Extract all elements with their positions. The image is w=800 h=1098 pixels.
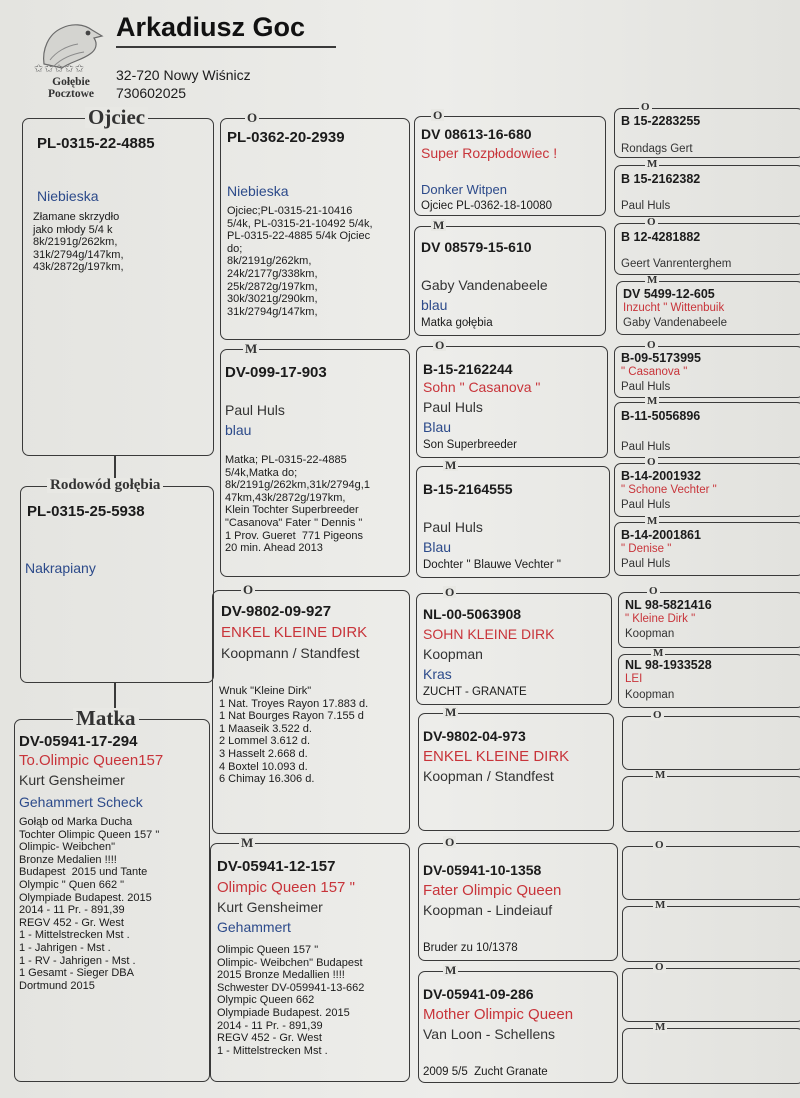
g4-1-breeder: Paul Huls (621, 200, 671, 212)
ffm-ring: DV 08579-15-610 (421, 239, 532, 255)
father-notes: Złamane skrzydło jako młody 5/4 k 8k/2191g/262km, 31k/2794g/147km, 43k/2872g/197km, (33, 211, 124, 274)
mother-label: Matka (73, 708, 139, 729)
g4-7-name: " Denise " (621, 543, 672, 555)
mff-box[interactable] (416, 585, 612, 705)
g4-box-7[interactable] (614, 515, 800, 576)
g4-4-breeder: Paul Huls (621, 381, 671, 393)
g4-empty-label: M (655, 899, 666, 911)
g4-1-ring: B 15-2162382 (621, 172, 701, 186)
logo-text-line-2: Pocztowe (48, 88, 94, 100)
g4-empty-label: M (655, 769, 666, 781)
ffm-label: M (433, 218, 445, 232)
fmm-breeder: Paul Huls (423, 519, 483, 535)
mother-breeder: Kurt Gensheimer (19, 772, 125, 788)
fmm-color: Blau (423, 539, 452, 555)
g4-empty-label: O (655, 961, 664, 973)
fmf-color: Blau (423, 419, 452, 435)
ff-notes: Ojciec;PL-0315-21-10416 5/4k, PL-0315-21-10492 5/4k, PL-0315-22-4885 5/4k Ojciec do; 8k/2191g/262km, 24k/2177g/338km, 25k/2872g/197km, 30k/3021g/290km, 31k/2794g/147km, (227, 205, 373, 318)
ffm-notes: Matka gołębia (421, 317, 493, 329)
g4-box-8[interactable] (618, 585, 800, 648)
fmf-name: Sohn " Casanova " (423, 379, 541, 395)
mfm-breeder: Koopman / Standfest (423, 768, 554, 784)
fff-ring: DV 08613-16-680 (421, 126, 532, 142)
fff-label: O (433, 108, 443, 122)
mff-label: O (445, 585, 455, 599)
mmf-box[interactable] (418, 835, 618, 961)
fmm-box[interactable] (416, 458, 610, 578)
g4-empty-box[interactable] (622, 769, 800, 832)
g4-box-9[interactable] (618, 647, 800, 708)
g4-empty-label: M (655, 1021, 666, 1033)
breeder-name: Arkadiusz Goc (116, 12, 306, 42)
g4-box-1[interactable] (614, 158, 800, 217)
mm-name: Olimpic Queen 157 " (217, 879, 355, 896)
fff-box[interactable] (414, 108, 606, 216)
g4-4-ring: B-09-5173995 (621, 351, 701, 365)
fmm-ring: B-15-2164555 (423, 481, 513, 497)
fff-notes: Ojciec PL-0362-18-10080 (421, 200, 553, 212)
g4-7-breeder: Paul Huls (621, 558, 671, 570)
g4-empty-label: O (655, 839, 664, 851)
g4-9-ring: NL 98-1933528 (625, 658, 712, 672)
g4-9-breeder: Koopman (625, 689, 675, 701)
logo-text-line-1: Gołębie (52, 76, 90, 88)
mother-name: To.Olimpic Queen157 (19, 752, 164, 769)
mmm-label: M (445, 963, 457, 977)
mmm-box[interactable] (418, 963, 618, 1083)
g4-0-ring: B 15-2283255 (621, 114, 701, 128)
mmf-notes: Bruder zu 10/1378 (423, 942, 518, 954)
mmm-breeder: Van Loon - Schellens (423, 1026, 556, 1042)
fm-label: M (245, 341, 258, 356)
mff-ring: NL-00-5063908 (423, 606, 522, 622)
mother-notes: Gołąb od Marka Ducha Tochter Olimpic Queen 157 " Olimpic- Weibchen" Bronze Medalien !!!! Budapest 2015 und Tante Olympic " Quen 662 " Olympiade Budapest. 2015 2014 - 11 Pr. - 891,39 REGV 452 - Gr. West 1 - Mittelstrecken Mst . 1 - Jahrigen - Mst . 1 - RV - Jahrigen - Mst . 1 Gesamt - Sieger DBA Dortmund 2015 (19, 816, 160, 992)
fmf-notes: Son Superbreeder (423, 439, 517, 451)
g4-6-ring: B-14-2001932 (621, 469, 701, 483)
subject-color: Nakrapiany (25, 560, 96, 576)
g4-0-label: O (641, 101, 650, 113)
g4-box-0[interactable] (614, 101, 800, 158)
mm-notes: Olimpic Queen 157 " Olimpic- Weibchen" Budapest 2015 Bronze Medallien !!!! Schwester DV-059941-13-662 Olympic Queen 662 Olympiade Budapest. 2015 2014 - 11 Pr. - 891,39 REGV 452 - Gr. West 1 - Mittelstrecken Mst . (217, 944, 365, 1057)
ff-ring: PL-0362-20-2939 (227, 129, 345, 146)
mf-notes: Wnuk "Kleine Dirk" 1 Nat. Troyes Rayon 17.883 d. 1 Nat Bourges Rayon 7.155 d 1 Maaseik 3.522 d. 2 Lommel 3.612 d. 3 Hasselt 2.668 d. 4 Boxtel 10.093 d. 6 Chimay 16.306 d. (219, 685, 369, 786)
mf-name: ENKEL KLEINE DIRK (221, 624, 368, 641)
g4-empty-box[interactable] (622, 899, 800, 962)
mother-color: Gehammert Scheck (19, 794, 143, 810)
mmf-name: Fater Olimpic Queen (423, 882, 562, 899)
fmm-label: M (445, 458, 457, 472)
father-color: Niebieska (37, 188, 99, 204)
mff-name: SOHN KLEINE DIRK (423, 626, 555, 642)
g4-7-label: M (647, 515, 658, 527)
ffm-color: blau (421, 297, 448, 313)
g4-empty-label: O (653, 709, 662, 721)
ff-label: O (247, 110, 258, 125)
mmf-label: O (445, 835, 455, 849)
mfm-box[interactable] (418, 705, 614, 831)
mother-box[interactable] (14, 706, 210, 1082)
fm-ring: DV-099-17-903 (225, 364, 327, 381)
subject-label: Rodowód gołębia (47, 478, 163, 493)
g4-box-5[interactable] (614, 395, 800, 458)
g4-0-breeder: Rondags Gert (621, 143, 693, 155)
ff-color: Niebieska (227, 183, 289, 199)
mf-box[interactable] (212, 582, 410, 834)
fmf-box[interactable] (416, 338, 608, 458)
father-label: Ojciec (85, 107, 148, 128)
mm-label: M (241, 835, 254, 850)
mmf-breeder: Koopman - Lindeiauf (423, 902, 553, 918)
fmf-label: O (435, 338, 445, 352)
g4-empty-box[interactable] (622, 839, 800, 900)
mmm-notes: 2009 5/5 Zucht Granate (423, 1066, 548, 1078)
mm-box[interactable] (210, 835, 410, 1082)
header-underline (116, 46, 336, 48)
subject-ring: PL-0315-25-5938 (27, 503, 145, 520)
breeder-phone: 730602025 (116, 85, 187, 101)
g4-5-breeder: Paul Huls (621, 441, 671, 453)
mmm-name: Mother Olimpic Queen (423, 1006, 574, 1023)
ffm-box[interactable] (414, 218, 606, 336)
g4-4-label: O (647, 339, 656, 351)
fm-breeder: Paul Huls (225, 402, 285, 418)
mm-color: Gehammert (217, 919, 291, 935)
fm-box[interactable] (220, 341, 410, 577)
mff-color: Kras (423, 666, 452, 682)
g4-5-label: M (647, 395, 658, 407)
g4-6-breeder: Paul Huls (621, 499, 671, 511)
fff-name: Super Rozpłodowiec ! (421, 145, 558, 161)
g4-1-label: M (647, 158, 658, 170)
g4-3-label: M (647, 274, 658, 286)
mf-label: O (243, 582, 254, 597)
g4-4-name: " Casanova " (621, 366, 688, 378)
fm-color: blau (225, 422, 252, 438)
ffm-breeder: Gaby Vandenabeele (421, 277, 548, 293)
subject-box[interactable] (20, 477, 214, 683)
g4-2-label: O (647, 216, 656, 228)
ff-box[interactable] (220, 110, 410, 340)
g4-9-name: LEI (625, 673, 643, 685)
mfm-name: ENKEL KLEINE DIRK (423, 748, 570, 765)
g4-empty-box[interactable] (622, 709, 800, 770)
g4-8-breeder: Koopman (625, 628, 675, 640)
logo-text (40, 76, 102, 100)
stars-icon: ✩✩✩✩✩ (34, 63, 86, 75)
g4-2-ring: B 12-4281882 (621, 230, 701, 244)
g4-6-label: O (647, 456, 656, 468)
fm-notes: Matka; PL-0315-22-4885 5/4k,Matka do; 8k/2191g/262km,31k/2794g,1 47km,43k/2872g/197km, Klein Tochter Superbreeder "Casanova" Fater " Dennis " 1 Prov. Gueret 771 Pigeons 20 min. Ahead 2013 (225, 454, 370, 555)
g4-5-ring: B-11-5056896 (621, 409, 701, 423)
g4-empty-box[interactable] (622, 961, 800, 1022)
g4-box-6[interactable] (614, 456, 800, 517)
g4-8-name: " Kleine Dirk " (625, 613, 696, 625)
father-box[interactable] (22, 105, 214, 456)
g4-box-3[interactable] (616, 274, 800, 335)
g4-6-name: " Schone Vechter " (621, 484, 717, 496)
g4-2-breeder: Geert Vanrenterghem (621, 258, 732, 270)
g4-9-label: M (653, 647, 664, 659)
breeder-address: 32-720 Nowy Wiśnicz (116, 67, 251, 83)
mm-ring: DV-05941-12-157 (217, 858, 336, 875)
mmf-ring: DV-05941-10-1358 (423, 862, 542, 878)
g4-box-2[interactable] (614, 216, 800, 275)
fmf-breeder: Paul Huls (423, 399, 483, 415)
mf-ring: DV-9802-09-927 (221, 603, 332, 620)
g4-3-breeder: Gaby Vandenabeele (623, 317, 728, 329)
mmm-ring: DV-05941-09-286 (423, 986, 534, 1002)
mother-ring: DV-05941-17-294 (19, 733, 138, 750)
g4-7-ring: B-14-2001861 (621, 528, 701, 542)
g4-8-label: O (649, 585, 658, 597)
g4-empty-box[interactable] (622, 1021, 800, 1084)
father-ring: PL-0315-22-4885 (37, 135, 155, 152)
fmm-notes: Dochter " Blauwe Vechter " (423, 559, 561, 571)
g4-8-ring: NL 98-5821416 (625, 598, 712, 612)
mm-breeder: Kurt Gensheimer (217, 899, 323, 915)
mff-breeder: Koopman (423, 646, 483, 662)
mf-breeder: Koopmann / Standfest (221, 645, 360, 661)
fmf-ring: B-15-2162244 (423, 361, 513, 377)
mfm-ring: DV-9802-04-973 (423, 728, 526, 744)
fff-breeder: Donker Witpen (421, 182, 507, 197)
g4-box-4[interactable] (614, 339, 800, 398)
mfm-label: M (445, 705, 457, 719)
mff-notes: ZUCHT - GRANATE (423, 686, 527, 698)
g4-3-name: Inzucht " Wittenbuik (623, 302, 725, 314)
g4-3-ring: DV 5499-12-605 (623, 287, 715, 301)
